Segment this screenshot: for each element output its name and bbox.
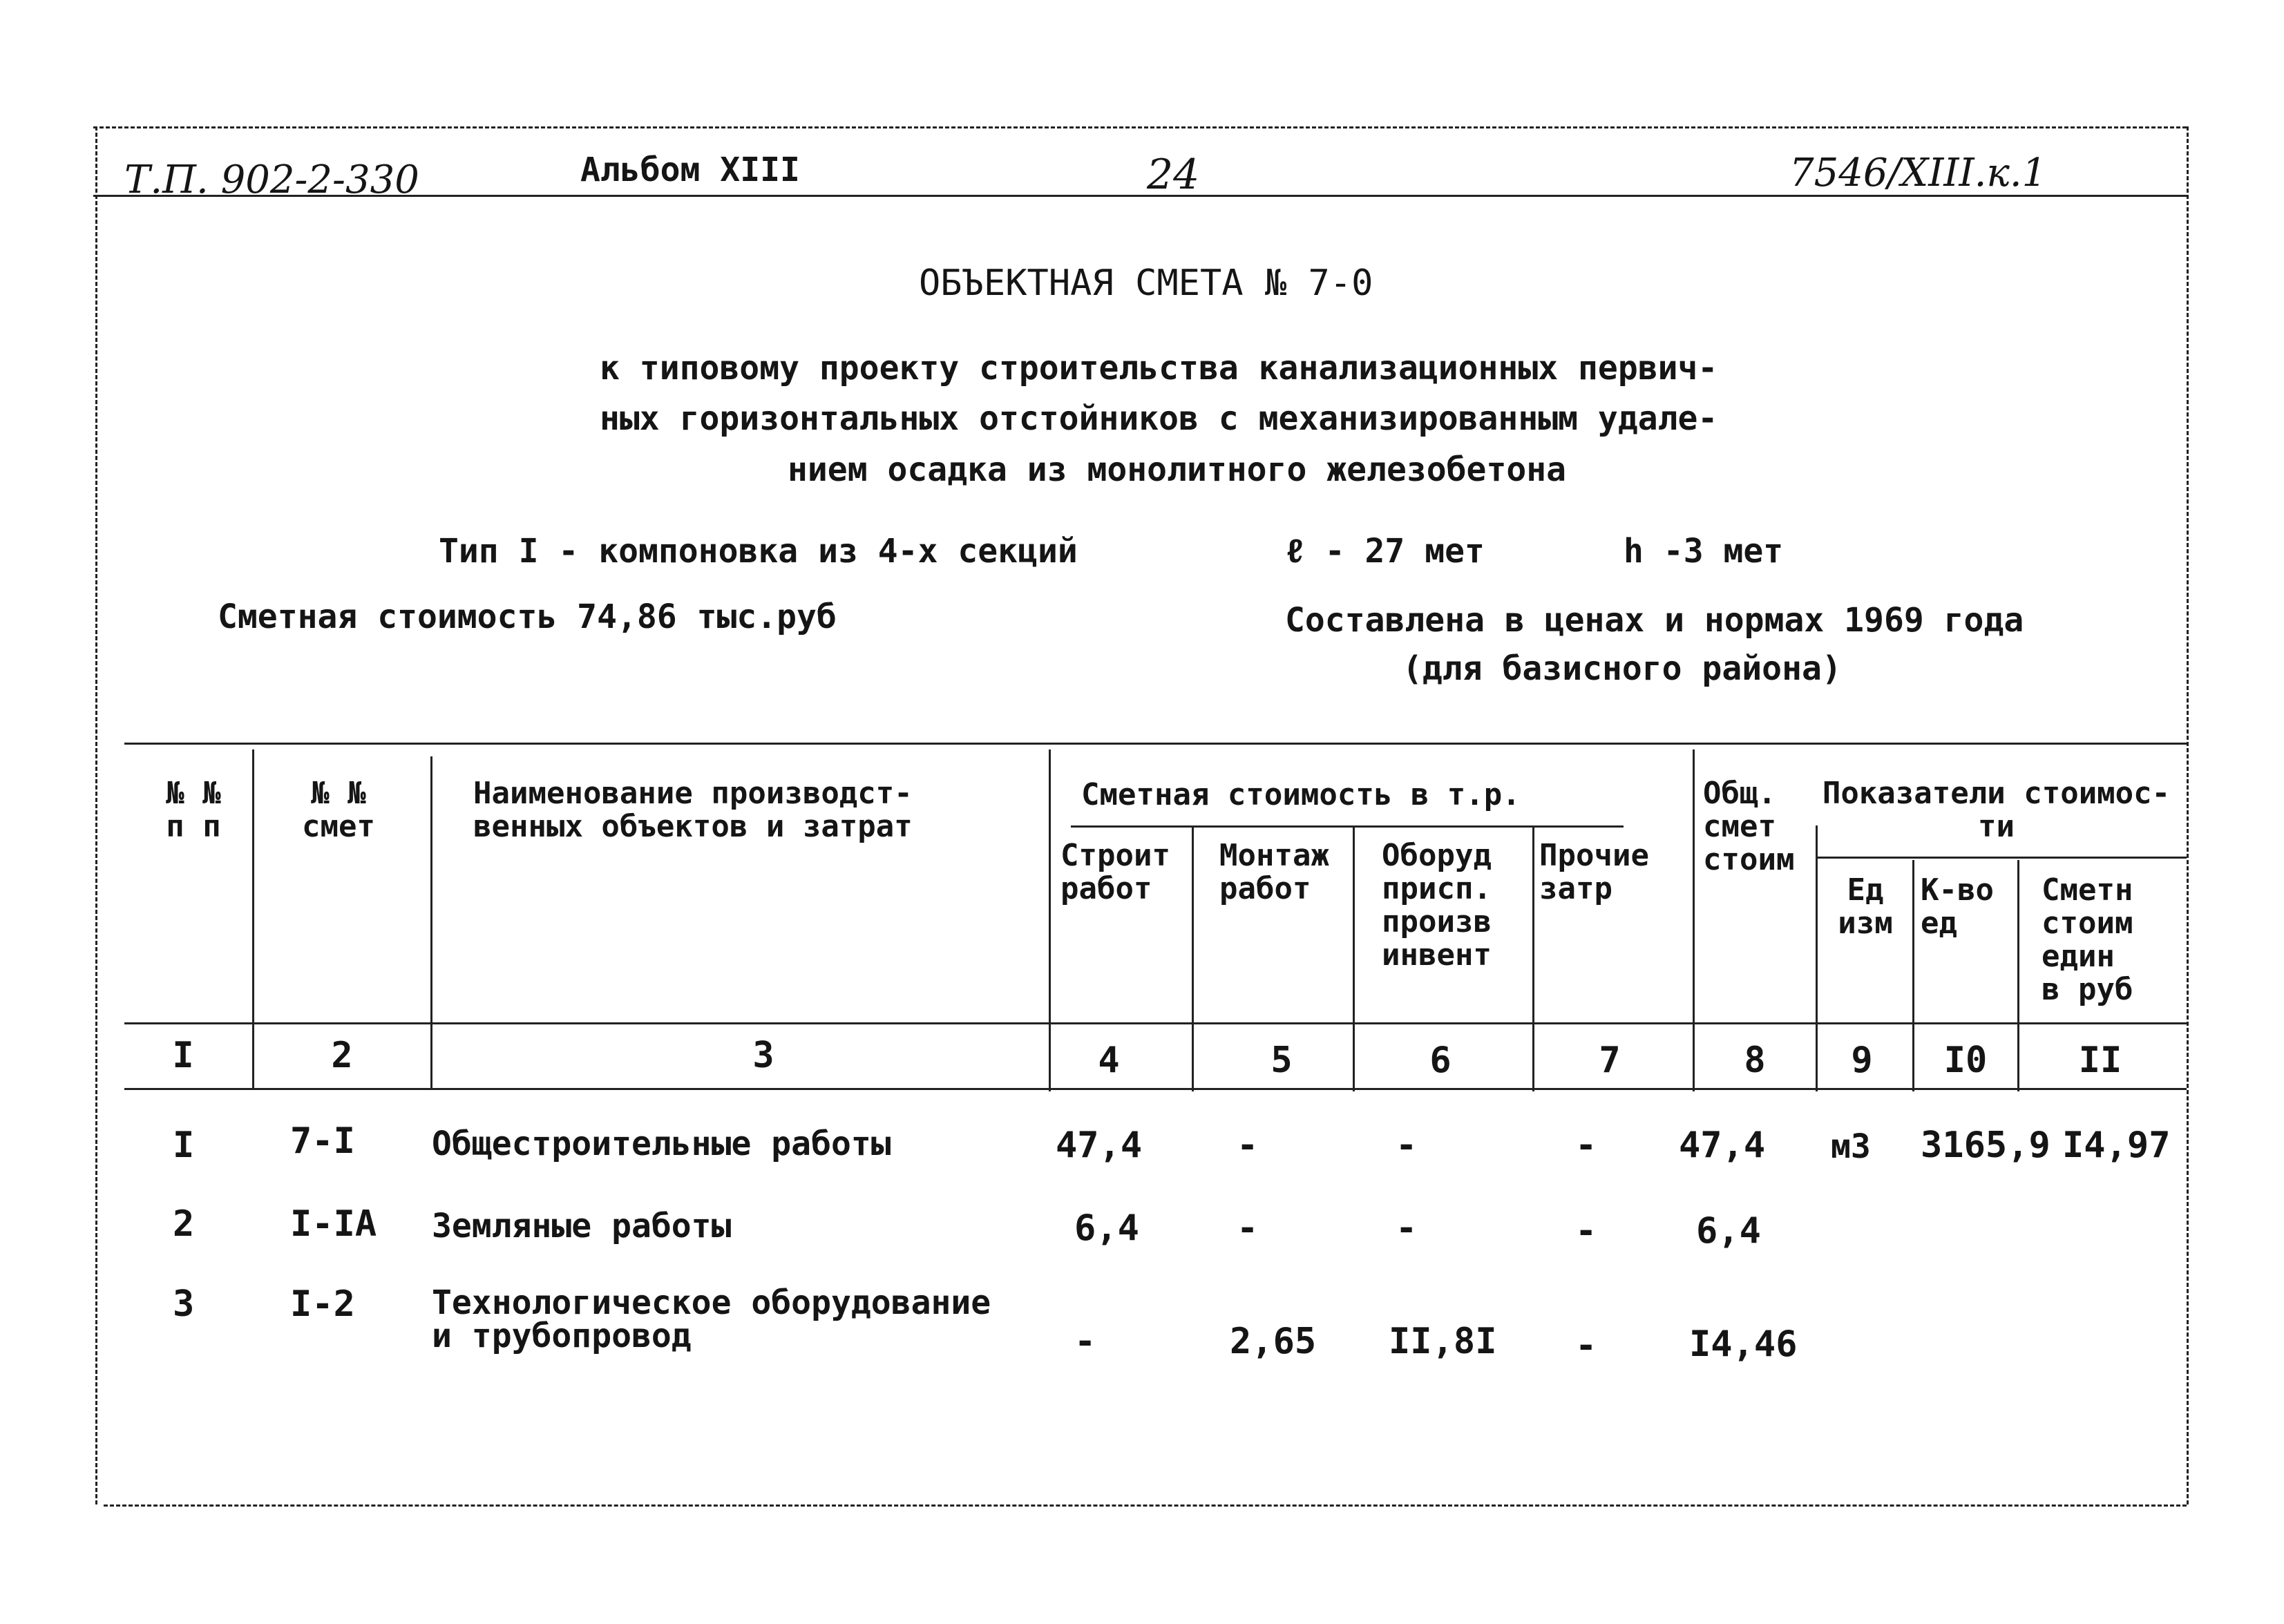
header-cost-group: Сметная стоимость в т.р. (1081, 777, 1521, 812)
header-object-name: Наименование производст- венных объектов и затрат (473, 776, 913, 844)
header-estimate-number: № № смет (302, 776, 375, 844)
header-quantity: К-во ед (1921, 872, 1994, 941)
header-unit-cost: Сметн стоим един в руб (2042, 872, 2133, 1007)
row-total: I4,46 (1689, 1324, 1798, 1365)
row-quantity: 3165,9 (1921, 1125, 2050, 1166)
col-line-9 (1912, 860, 1914, 1091)
row-installation: - (1237, 1125, 1259, 1166)
colnum-1: I (172, 1035, 194, 1076)
row-number: 2 (173, 1203, 195, 1245)
row-construction: 47,4 (1056, 1125, 1143, 1166)
row-construction: - (1074, 1321, 1096, 1362)
header-indicators: Показатели стоимос- ти (1822, 776, 2171, 844)
col-line-4 (1192, 825, 1194, 1091)
frame-top (93, 126, 2187, 128)
prices-note-1: Составлена в ценах и нормах 1969 года (1285, 601, 2024, 640)
colnum-4: 4 (1098, 1040, 1120, 1081)
row-installation: - (1237, 1207, 1259, 1249)
subtitle-line-3: нием осадка из монолитного железобетона (788, 450, 1567, 489)
row-unit-cost: I4,97 (2062, 1125, 2171, 1166)
colnum-3: 3 (752, 1035, 774, 1076)
header-equipment: Оборуд присп. произв инвент (1382, 838, 1492, 973)
header-other: Прочие затр (1539, 838, 1649, 906)
row-other: - (1575, 1210, 1597, 1252)
subtitle-line-2: ных горизонтальных отстойников с механизированным удале- (600, 399, 1718, 438)
prices-note-2: (для базисного района) (1402, 649, 1842, 688)
estimated-cost: Сметная стоимость 74,86 тыс.руб (218, 598, 837, 636)
col-line-5 (1353, 825, 1355, 1091)
subtitle-line-1: к типовому проекту строительства канализационных первич- (600, 349, 1718, 388)
col-line-1 (252, 749, 254, 1088)
col-line-3 (1049, 749, 1051, 1091)
row-installation: 2,65 (1230, 1321, 1317, 1362)
colnum-2: 2 (331, 1035, 353, 1076)
row-name: Общестроительные работы (432, 1125, 891, 1163)
indicators-underline (1817, 857, 2187, 859)
row-number: I (173, 1125, 195, 1166)
type-line: Тип I - компоновка из 4-х секций (439, 532, 1078, 571)
row-total: 47,4 (1679, 1125, 1766, 1166)
sheet-number: 24 (1147, 151, 1200, 199)
row-name: Земляные работы (432, 1207, 732, 1245)
inventory-number: 7546/XIII.к.1 (1789, 151, 2047, 195)
frame-bottom (104, 1504, 2187, 1507)
header-unit: Ед изм (1838, 872, 1893, 941)
length-value: ℓ - 27 мет (1285, 532, 1485, 571)
colnum-9: 9 (1851, 1040, 1873, 1081)
album-label: Альбом XIII (580, 151, 800, 189)
header-construction: Строит работ (1060, 838, 1170, 906)
col-line-7 (1693, 749, 1695, 1091)
header-row-number: № № п п (166, 776, 221, 844)
header-installation: Монтаж работ (1219, 838, 1329, 906)
row-equipment: - (1396, 1207, 1418, 1249)
document-title: ОБЪЕКТНАЯ СМЕТА № 7-0 (919, 262, 1373, 304)
colnum-8: 8 (1744, 1040, 1766, 1081)
row-construction: 6,4 (1074, 1207, 1139, 1249)
col-line-6 (1532, 825, 1534, 1091)
row-name: Технологическое оборудование и трубопровод (432, 1283, 991, 1355)
colnum-bottom-line (124, 1088, 2187, 1090)
row-equipment: - (1396, 1125, 1418, 1166)
height-value: h -3 мет (1624, 532, 1784, 571)
row-estimate: 7-I (290, 1120, 355, 1162)
colnum-10: I0 (1943, 1040, 1988, 1081)
row-unit: м3 (1831, 1127, 1871, 1166)
colnum-6: 6 (1429, 1040, 1452, 1081)
colnum-5: 5 (1271, 1040, 1293, 1081)
row-estimate: I-2 (290, 1283, 355, 1325)
project-code: Т.П. 902-2-330 (124, 157, 419, 202)
colnum-11: II (2078, 1040, 2122, 1081)
cost-group-underline (1071, 825, 1624, 828)
table-top-line (124, 743, 2187, 745)
header-bottom-line (124, 1022, 2187, 1024)
row-equipment: II,8I (1389, 1321, 1497, 1362)
row-other: - (1575, 1125, 1597, 1166)
row-other: - (1575, 1325, 1597, 1366)
col-line-2 (430, 756, 432, 1088)
row-estimate: I-IA (290, 1203, 377, 1245)
colnum-7: 7 (1599, 1040, 1621, 1081)
col-line-10 (2017, 860, 2019, 1091)
row-total: 6,4 (1696, 1210, 1761, 1252)
frame-left (95, 126, 97, 1504)
row-number: 3 (173, 1283, 195, 1325)
header-total: Общ. смет стоим (1703, 776, 1795, 877)
